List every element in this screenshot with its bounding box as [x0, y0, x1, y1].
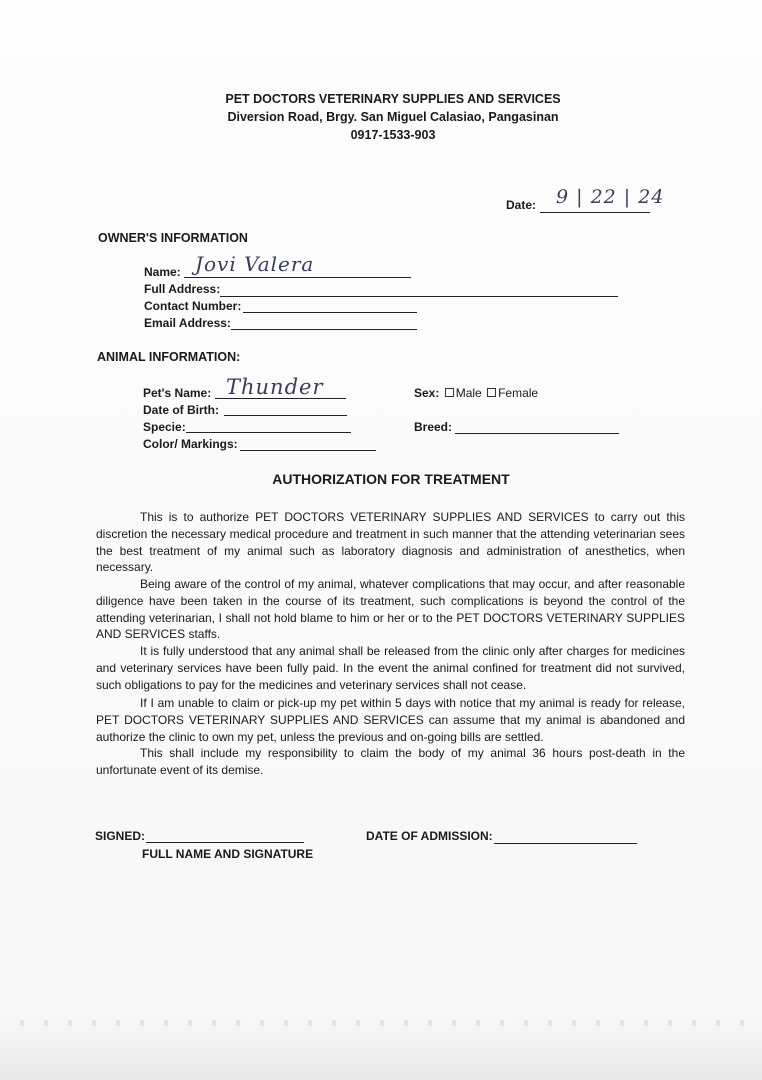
- contact-number-line[interactable]: [243, 312, 417, 313]
- date-handwritten: 9 | 22 | 24: [556, 186, 665, 208]
- admission-date-line[interactable]: [494, 843, 637, 844]
- signed-label: SIGNED:: [95, 829, 146, 843]
- authorization-paragraph-3: It is fully understood that any animal shall be released from the clinic only after charges for medicines and veterinary services have been fully paid. In the event the animal confined for treatment did not survived, such obligations to pay for the medicines and veterinary services shall not cease.: [96, 644, 685, 692]
- full-address-line[interactable]: [220, 296, 618, 297]
- authorization-paragraph-5: This shall include my responsibility to claim the body of my animal 36 hours post-death in the unfortunate event of its demise.: [96, 746, 685, 777]
- animal-section-title: ANIMAL INFORMATION:: [97, 350, 241, 364]
- email-address-line[interactable]: [231, 329, 417, 330]
- specie-label: Specie:: [143, 420, 186, 434]
- owner-name-label: Name:: [144, 265, 181, 279]
- authorization-paragraph-2: Being aware of the control of my animal, whatever complications that may occur, and after reasonable diligence have been taken in the course of its treatment, such complications is beyond the control of the attending veterinarian, I shall not hold blame to him or her or to the PET DOCTORS VETERINARY SUPPLIES AND SERVICES staffs.: [96, 577, 685, 642]
- authorization-paragraph-4: If I am unable to claim or pick-up my pet within 5 days with notice that my animal is ready for release, PET DOCTORS VETERINARY SUPPLIES AND SERVICES can assume that my animal is abandoned and authorize the clinic to own my pet, unless the previous and on-going bills are settled.: [96, 696, 685, 744]
- date-line: [540, 212, 650, 213]
- email-address-label: Email Address:: [144, 316, 231, 330]
- sex-label: Sex:: [414, 386, 440, 400]
- dob-line[interactable]: [224, 415, 347, 416]
- owner-section-title: OWNER'S INFORMATION: [98, 231, 248, 245]
- signature-line[interactable]: [146, 842, 304, 843]
- scan-shadow: [0, 1020, 762, 1080]
- female-option-label: Female: [498, 386, 539, 400]
- specie-line[interactable]: [186, 432, 351, 433]
- dob-label: Date of Birth:: [143, 403, 219, 417]
- business-address: Diversion Road, Brgy. San Miguel Calasiao, Pangasinan: [227, 110, 559, 124]
- owner-name-value: Jovi Valera: [195, 252, 315, 276]
- signed-caption: FULL NAME AND SIGNATURE: [142, 847, 314, 861]
- pet-name-value: Thunder: [226, 375, 324, 399]
- owner-name-line[interactable]: [184, 277, 411, 278]
- business-phone: 0917-1533-903: [350, 128, 436, 142]
- business-name: PET DOCTORS VETERINARY SUPPLIES AND SERVICES: [225, 92, 561, 106]
- admission-date-label: DATE OF ADMISSION:: [366, 829, 493, 843]
- date-label: Date:: [506, 198, 537, 212]
- color-markings-line[interactable]: [240, 450, 376, 451]
- female-checkbox[interactable]: [487, 388, 496, 397]
- male-option-label: Male: [455, 386, 482, 400]
- authorization-paragraph-1: This is to authorize PET DOCTORS VETERINARY SUPPLIES AND SERVICES to carry out this discretion the necessary medical procedure and treatment in such manner that the attending veterinarian sees the best treatment of my animal such as laboratory diagnosis and administration of anesthetics, when necessary.: [96, 510, 685, 575]
- breed-label: Breed:: [414, 420, 453, 434]
- color-markings-label: Color/ Markings:: [143, 437, 238, 451]
- contact-number-label: Contact Number:: [144, 299, 242, 313]
- sex-field: [414, 386, 538, 400]
- pet-name-label: Pet's Name:: [143, 386, 212, 400]
- full-address-label: Full Address:: [144, 282, 221, 296]
- male-checkbox[interactable]: [445, 388, 454, 397]
- authorization-title: AUTHORIZATION FOR TREATMENT: [272, 471, 510, 487]
- breed-line[interactable]: [455, 433, 619, 434]
